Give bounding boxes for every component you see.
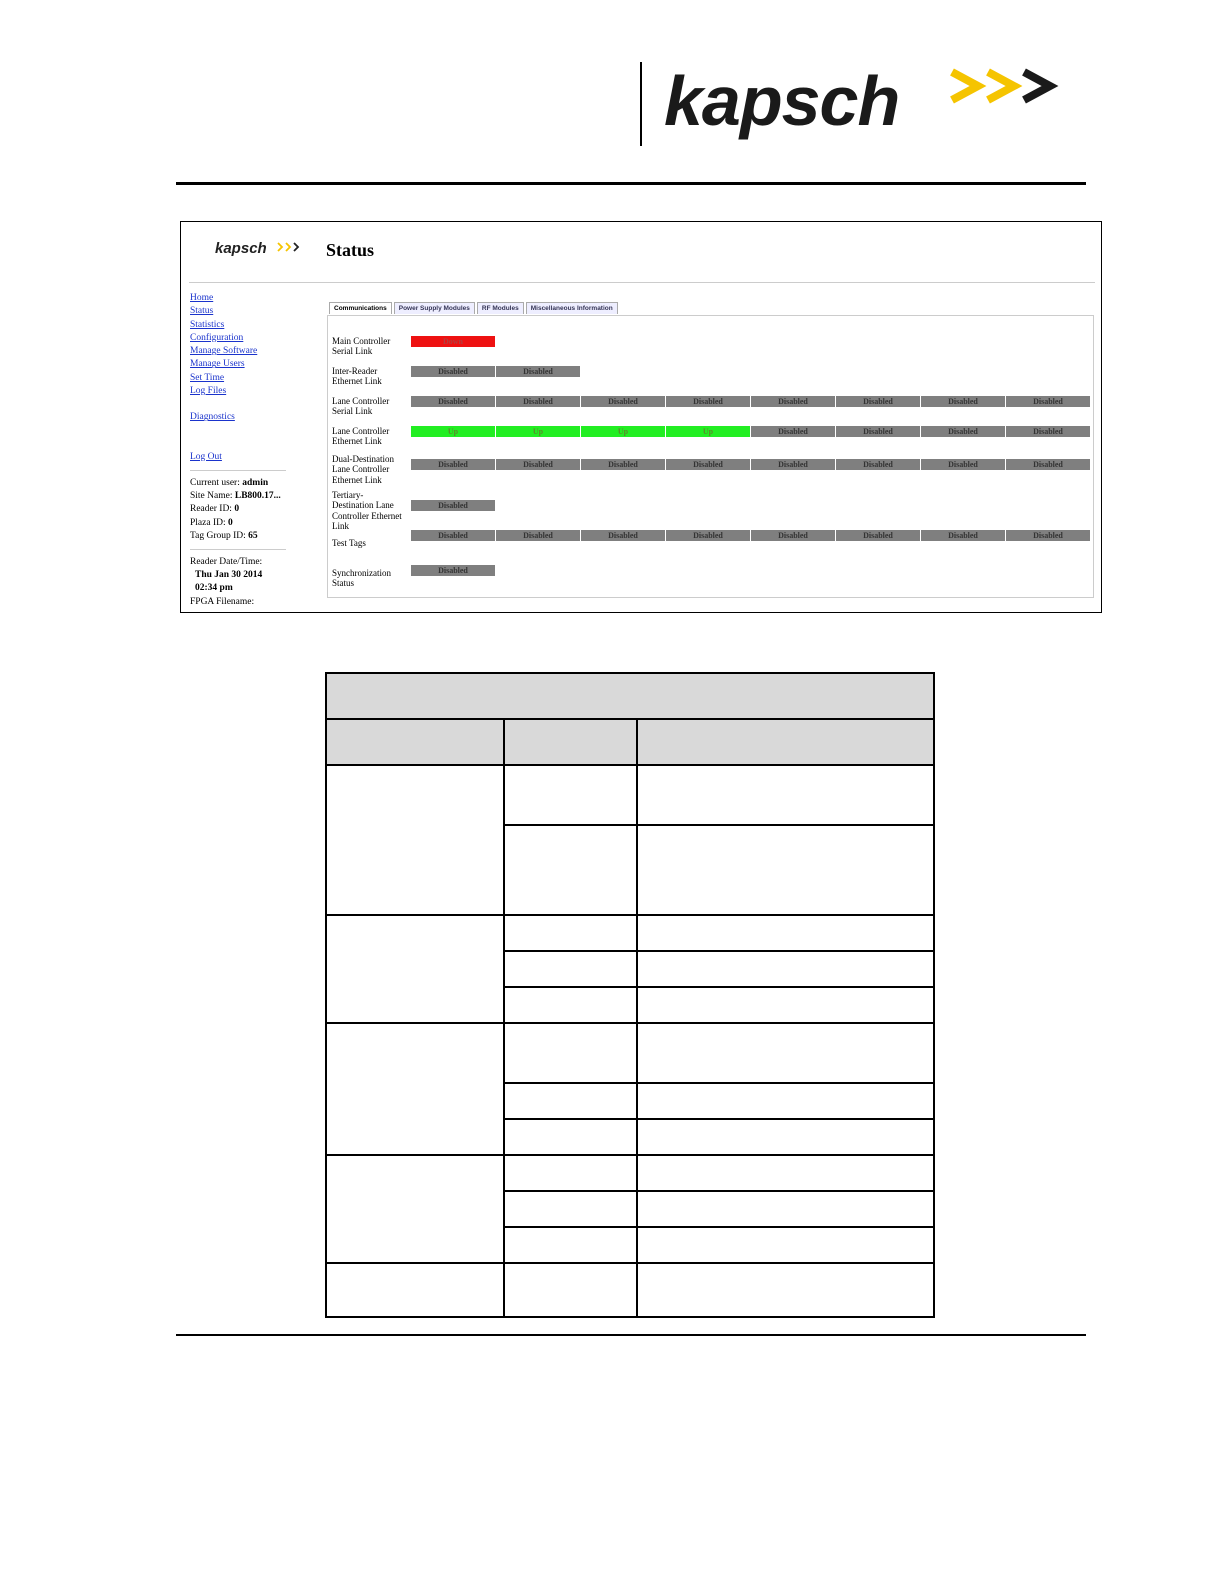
status-cells xyxy=(411,426,1091,437)
status-cell-disabled: Disabled xyxy=(581,530,665,541)
status-cell-disabled: Disabled xyxy=(666,396,750,407)
page-title: Status xyxy=(326,240,375,260)
table-cell xyxy=(637,951,934,987)
status-cell-disabled: Disabled xyxy=(751,396,835,407)
table-cell xyxy=(504,915,637,951)
nav-link-diagnostics[interactable]: Diagnostics xyxy=(190,412,235,423)
status-cell-disabled: Disabled xyxy=(666,530,750,541)
status-cell-disabled: Disabled xyxy=(1006,459,1090,470)
table-cell xyxy=(504,1023,637,1083)
status-cells xyxy=(411,396,1091,407)
table-cell xyxy=(637,1227,934,1263)
table-cell xyxy=(637,1263,934,1317)
status-cell-disabled: Disabled xyxy=(496,366,580,377)
nav-link-status[interactable]: Status xyxy=(190,306,214,317)
app-logo xyxy=(215,240,267,257)
status-row-label: Lane Controller Serial Link xyxy=(332,396,390,417)
nav-link-manage-software[interactable]: Manage Software xyxy=(190,346,258,357)
status-cell-disabled: Disabled xyxy=(836,426,920,437)
status-row-label: Main Controller Serial Link xyxy=(332,336,391,357)
status-cell-disabled: Disabled xyxy=(496,459,580,470)
brand-logo xyxy=(664,60,1084,150)
table-cell xyxy=(504,1227,637,1263)
table-cell xyxy=(326,1263,504,1317)
status-row-label: Tertiary-Destination Lane Controller Ethernet Link xyxy=(332,490,402,531)
table-cell xyxy=(326,1155,504,1263)
tab-miscellaneous-information[interactable]: Miscellaneous Information xyxy=(526,302,618,314)
status-cells xyxy=(411,530,1091,541)
status-cell-disabled: Disabled xyxy=(921,396,1005,407)
header-divider xyxy=(640,62,642,146)
table-cell xyxy=(504,825,637,915)
status-cells xyxy=(411,336,496,347)
table-cell xyxy=(504,1263,637,1317)
status-tabs xyxy=(329,302,620,314)
status-cell-disabled: Disabled xyxy=(1006,530,1090,541)
reader-date: Thu Jan 30 2014 xyxy=(195,570,263,581)
status-cell-disabled: Disabled xyxy=(411,366,495,377)
table-cell xyxy=(504,1191,637,1227)
status-cell-disabled: Disabled xyxy=(581,396,665,407)
status-cell-disabled: Disabled xyxy=(751,530,835,541)
table-cell xyxy=(637,1023,934,1083)
tab-communications[interactable]: Communications xyxy=(329,302,392,314)
status-cell-disabled: Disabled xyxy=(411,459,495,470)
status-row-label: Dual-Destination Lane Controller Ethernet Link xyxy=(332,454,394,485)
table-column-header xyxy=(637,719,934,765)
status-cells xyxy=(411,500,496,511)
table-cell xyxy=(504,765,637,825)
tab-power-supply-modules[interactable]: Power Supply Modules xyxy=(394,302,475,314)
status-description-table xyxy=(325,672,935,1318)
fpga-filename-label: FPGA Filename: xyxy=(190,596,255,607)
table-column-header xyxy=(504,719,637,765)
nav-link-home[interactable]: Home xyxy=(190,293,214,303)
table-cell xyxy=(504,1155,637,1191)
status-row-label: Synchronization Status xyxy=(332,568,391,589)
table-cell xyxy=(504,951,637,987)
footer-rule xyxy=(176,1334,1086,1336)
status-cell-disabled: Disabled xyxy=(836,459,920,470)
status-cell-disabled: Disabled xyxy=(666,459,750,470)
header-rule xyxy=(176,182,1086,185)
logout-link[interactable]: Log Out xyxy=(190,451,222,462)
status-cell-disabled: Disabled xyxy=(1006,426,1090,437)
status-row-label: Test Tags xyxy=(332,538,366,548)
status-cell-disabled: Disabled xyxy=(751,426,835,437)
status-cell-disabled: Disabled xyxy=(496,530,580,541)
nav-link-log-files[interactable]: Log Files xyxy=(190,386,227,397)
communications-panel xyxy=(327,315,1094,598)
title-divider xyxy=(189,282,1095,283)
nav-link-configuration[interactable]: Configuration xyxy=(190,332,244,343)
status-cells xyxy=(411,459,1091,470)
status-cell-disabled: Disabled xyxy=(921,530,1005,541)
chevrons-icon xyxy=(944,66,1074,116)
brand-wordmark: kapsch xyxy=(664,62,900,140)
table-cell xyxy=(326,915,504,1023)
current-user-line: Current user: admin xyxy=(190,477,269,488)
tag-group-id-line: Tag Group ID: 65 xyxy=(190,530,258,541)
status-cell-disabled: Disabled xyxy=(921,426,1005,437)
table-cell xyxy=(504,1083,637,1119)
status-cell-disabled: Disabled xyxy=(581,459,665,470)
status-row-label: Inter-Reader Ethernet Link xyxy=(332,366,382,387)
table-cell xyxy=(637,1083,934,1119)
table-cell xyxy=(637,915,934,951)
status-row-label: Lane Controller Ethernet Link xyxy=(332,426,390,447)
status-page-screenshot xyxy=(180,221,1102,613)
table-cell xyxy=(637,987,934,1023)
sidebar-nav xyxy=(190,292,300,609)
site-name-line: Site Name: LB800.17... xyxy=(190,491,281,502)
table-cell xyxy=(326,765,504,915)
plaza-id-line: Plaza ID: 0 xyxy=(190,517,233,528)
status-cell-disabled: Disabled xyxy=(836,530,920,541)
info-divider xyxy=(190,549,286,550)
status-cells xyxy=(411,366,581,377)
status-cell-disabled: Disabled xyxy=(411,530,495,541)
reader-datetime-label: Reader Date/Time: xyxy=(190,556,263,567)
status-cell-disabled: Disabled xyxy=(836,396,920,407)
tab-rf-modules[interactable]: RF Modules xyxy=(477,302,524,314)
app-logo-text: kapsch xyxy=(215,240,267,257)
table-cell xyxy=(504,1119,637,1155)
table-cell xyxy=(637,1155,934,1191)
nav-link-manage-users[interactable]: Manage Users xyxy=(190,359,245,370)
app-logo-chevrons-icon xyxy=(277,241,303,253)
table-cell xyxy=(637,825,934,915)
reader-id-line: Reader ID: 0 xyxy=(190,504,240,515)
nav-divider xyxy=(190,470,286,471)
status-cell-disabled: Disabled xyxy=(411,565,495,576)
table-column-header xyxy=(326,719,504,765)
status-cell-up: Up xyxy=(666,426,750,437)
table-cell xyxy=(326,1023,504,1155)
status-cell-disabled: Disabled xyxy=(751,459,835,470)
reader-time: 02:34 pm xyxy=(195,583,233,594)
table-cell xyxy=(637,765,934,825)
table-cell xyxy=(504,987,637,1023)
status-cell-up: Up xyxy=(411,426,495,437)
status-cell-up: Up xyxy=(581,426,665,437)
status-cell-disabled: Disabled xyxy=(411,500,495,511)
status-cells xyxy=(411,565,496,576)
status-cell-disabled: Disabled xyxy=(496,396,580,407)
table-cell xyxy=(637,1119,934,1155)
status-cell-disabled: Disabled xyxy=(1006,396,1090,407)
nav-link-set-time[interactable]: Set Time xyxy=(190,372,225,383)
status-cell-disabled: Disabled xyxy=(921,459,1005,470)
status-cell-disabled: Disabled xyxy=(411,396,495,407)
table-title-cell xyxy=(326,673,934,719)
status-cell-up: Up xyxy=(496,426,580,437)
status-cell-down: Down xyxy=(411,336,495,347)
table-cell xyxy=(637,1191,934,1227)
nav-link-statistics[interactable]: Statistics xyxy=(190,319,225,330)
